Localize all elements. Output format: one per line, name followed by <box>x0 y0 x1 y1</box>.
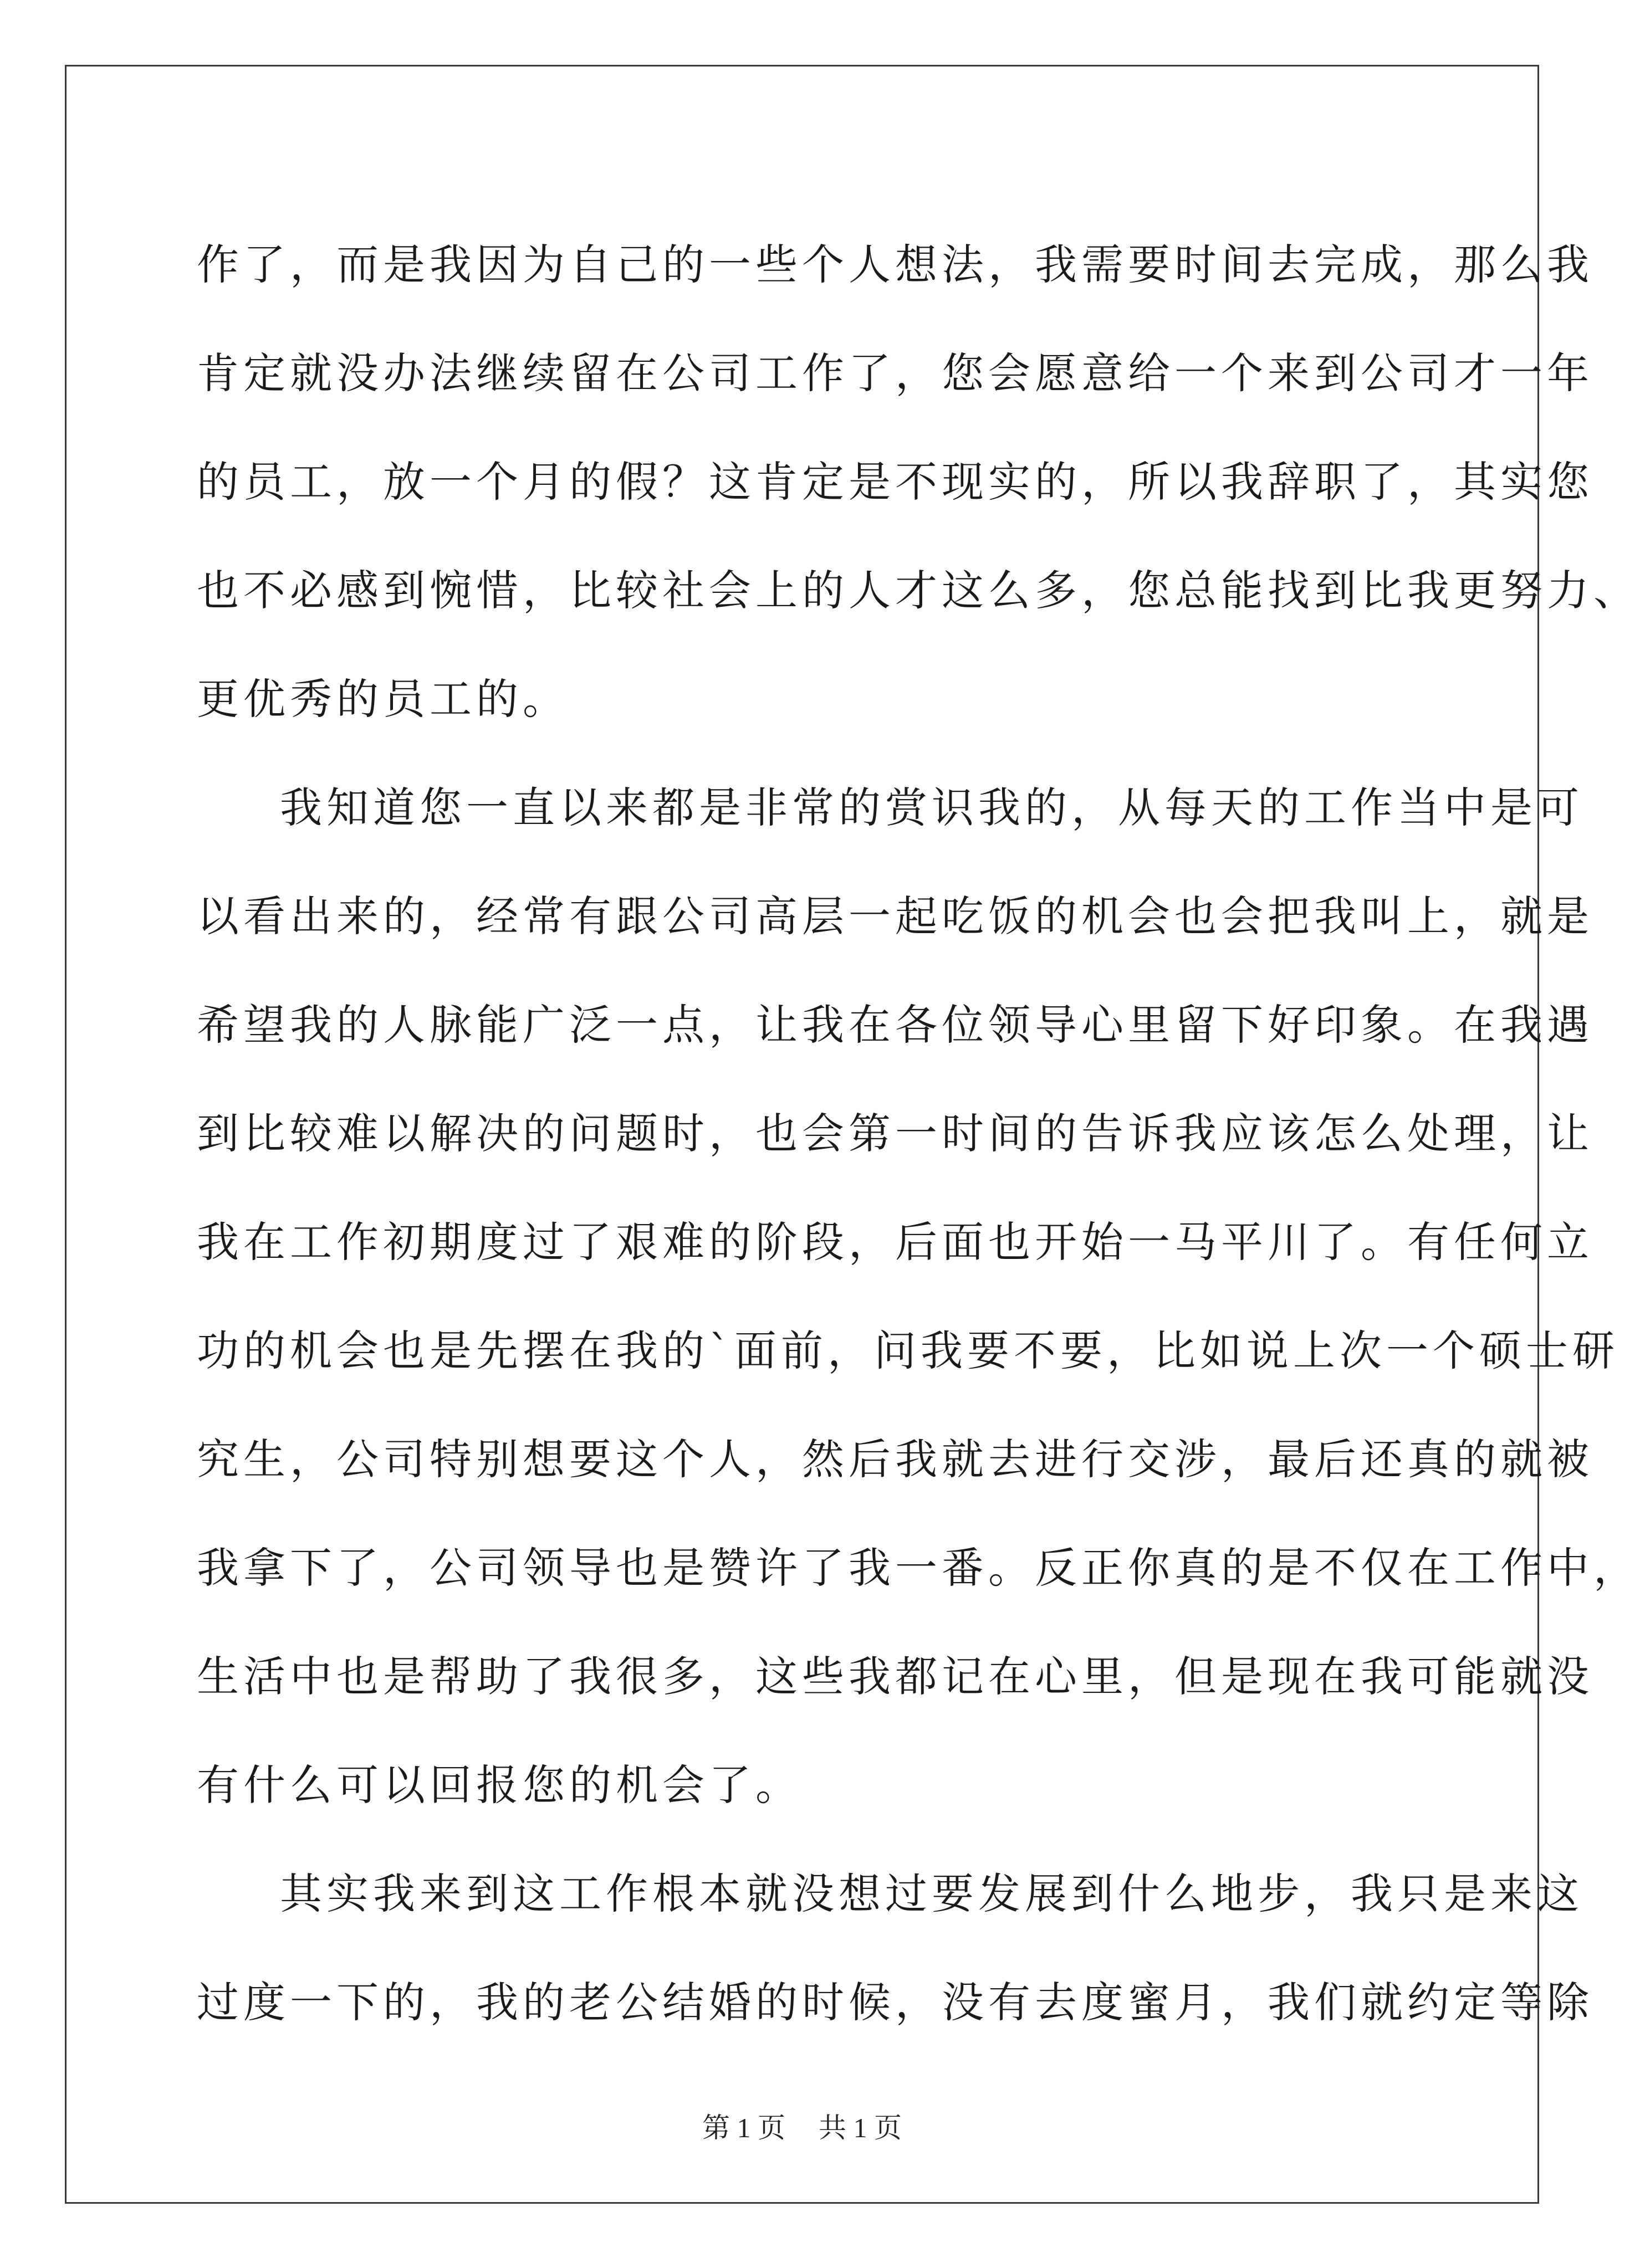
text-line: 究生，公司特别想要这个人，然后我就去进行交涉，最后还真的就被 <box>197 1435 1593 1484</box>
text-line: 我拿下了，公司领导也是赞许了我一番。反正你真的是不仅在工作中， <box>197 1543 1640 1593</box>
page-total: 共 1 页 <box>819 2112 902 2143</box>
text-line: 功的机会也是先摆在我的`面前，问我要不要，比如说上次一个硕士研 <box>197 1326 1619 1375</box>
text-line: 希望我的人脉能广泛一点，让我在各位领导心里留下好印象。在我遇 <box>197 1000 1593 1049</box>
page-number: 第 1 页 <box>702 2112 785 2143</box>
text-line: 肯定就没办法继续留在公司工作了，您会愿意给一个来到公司才一年 <box>197 349 1593 398</box>
text-line: 以看出来的，经常有跟公司高层一起吃饭的机会也会把我叫上，就是 <box>197 892 1593 941</box>
text-line: 更优秀的员工的。 <box>197 674 569 724</box>
text-line: 其实我来到这工作根本就没想过要发展到什么地步，我只是来这 <box>280 1869 1583 1918</box>
text-line: 生活中也是帮助了我很多，这些我都记在心里，但是现在我可能就没 <box>197 1652 1593 1701</box>
text-line: 有什么可以回报您的机会了。 <box>197 1760 802 1810</box>
text-line: 我知道您一直以来都是非常的赏识我的，从每天的工作当中是可 <box>280 783 1583 832</box>
text-line: 我在工作初期度过了艰难的阶段，后面也开始一马平川了。有任何立 <box>197 1217 1593 1267</box>
text-line: 也不必感到惋惜，比较社会上的人才这么多，您总能找到比我更努力、 <box>197 566 1640 615</box>
text-line: 作了，而是我因为自己的一些个人想法，我需要时间去完成，那么我 <box>197 240 1593 289</box>
document-body <box>197 211 1640 2057</box>
text-line: 过度一下的，我的老公结婚的时候，没有去度蜜月，我们就约定等除 <box>197 1978 1593 2027</box>
page-footer <box>0 2106 1604 2146</box>
text-line: 到比较难以解决的问题时，也会第一时间的告诉我应该怎么处理，让 <box>197 1109 1593 1158</box>
text-line: 的员工，放一个月的假？这肯定是不现实的，所以我辞职了，其实您 <box>197 457 1593 506</box>
